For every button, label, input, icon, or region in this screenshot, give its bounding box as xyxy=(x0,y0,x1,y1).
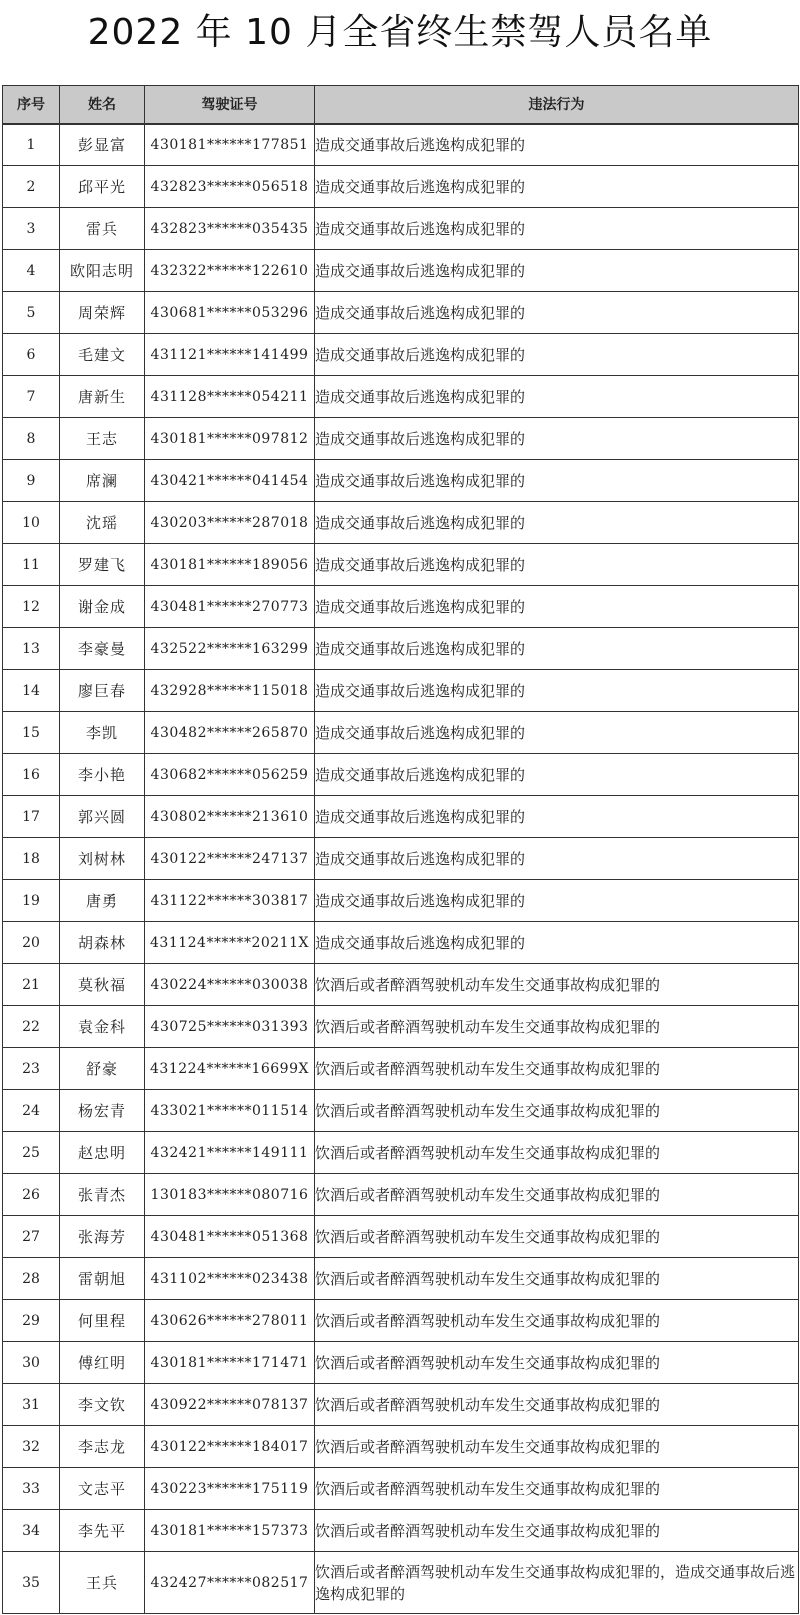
row-license: 430626******278011 xyxy=(145,1300,315,1342)
row-violation: 造成交通事故后逃逸构成犯罪的 xyxy=(315,460,799,502)
row-violation: 饮酒后或者醉酒驾驶机动车发生交通事故构成犯罪的 xyxy=(315,1300,799,1342)
row-index: 28 xyxy=(3,1258,60,1300)
table-row xyxy=(3,460,799,502)
row-name: 何里程 xyxy=(60,1300,145,1342)
row-index: 29 xyxy=(3,1300,60,1342)
row-name: 李文钦 xyxy=(60,1384,145,1426)
row-name: 雷兵 xyxy=(60,208,145,250)
row-index: 16 xyxy=(3,754,60,796)
row-violation: 造成交通事故后逃逸构成犯罪的 xyxy=(315,712,799,754)
row-name: 胡森林 xyxy=(60,922,145,964)
row-index: 34 xyxy=(3,1510,60,1552)
row-name: 张海芳 xyxy=(60,1216,145,1258)
row-violation: 造成交通事故后逃逸构成犯罪的 xyxy=(315,376,799,418)
row-name: 唐勇 xyxy=(60,880,145,922)
row-name: 罗建飞 xyxy=(60,544,145,586)
row-index: 12 xyxy=(3,586,60,628)
row-license: 430181******157373 xyxy=(145,1510,315,1552)
table-body xyxy=(3,124,799,1614)
table-row xyxy=(3,670,799,712)
row-license: 430681******053296 xyxy=(145,292,315,334)
row-license: 431124******20211X xyxy=(145,922,315,964)
row-violation: 造成交通事故后逃逸构成犯罪的 xyxy=(315,838,799,880)
row-violation: 造成交通事故后逃逸构成犯罪的 xyxy=(315,292,799,334)
row-license: 430481******270773 xyxy=(145,586,315,628)
table-row xyxy=(3,1132,799,1174)
row-violation: 造成交通事故后逃逸构成犯罪的 xyxy=(315,754,799,796)
table-row xyxy=(3,376,799,418)
table-row xyxy=(3,292,799,334)
row-name: 莫秋福 xyxy=(60,964,145,1006)
table-row xyxy=(3,754,799,796)
row-name: 傅红明 xyxy=(60,1342,145,1384)
table-row xyxy=(3,1006,799,1048)
row-violation: 造成交通事故后逃逸构成犯罪的 xyxy=(315,334,799,376)
row-name: 王志 xyxy=(60,418,145,460)
row-index: 15 xyxy=(3,712,60,754)
row-license: 430725******031393 xyxy=(145,1006,315,1048)
row-license: 430682******056259 xyxy=(145,754,315,796)
header-name: 姓名 xyxy=(60,86,145,124)
row-license: 430181******171471 xyxy=(145,1342,315,1384)
row-license: 433021******011514 xyxy=(145,1090,315,1132)
row-index: 10 xyxy=(3,502,60,544)
row-violation: 造成交通事故后逃逸构成犯罪的 xyxy=(315,628,799,670)
row-violation: 饮酒后或者醉酒驾驶机动车发生交通事故构成犯罪的 xyxy=(315,1342,799,1384)
row-violation: 饮酒后或者醉酒驾驶机动车发生交通事故构成犯罪的 xyxy=(315,1468,799,1510)
row-index: 24 xyxy=(3,1090,60,1132)
row-license: 430181******189056 xyxy=(145,544,315,586)
header-violation: 违法行为 xyxy=(315,86,799,124)
row-name: 李志龙 xyxy=(60,1426,145,1468)
row-index: 17 xyxy=(3,796,60,838)
table-row xyxy=(3,1216,799,1258)
row-violation: 造成交通事故后逃逸构成犯罪的 xyxy=(315,796,799,838)
table-header-row xyxy=(3,86,799,124)
row-license: 432823******056518 xyxy=(145,166,315,208)
row-license: 432522******163299 xyxy=(145,628,315,670)
row-index: 20 xyxy=(3,922,60,964)
row-name: 袁金科 xyxy=(60,1006,145,1048)
page-title: 2022 年 10 月全省终生禁驾人员名单 xyxy=(87,12,713,53)
row-license: 431121******141499 xyxy=(145,334,315,376)
row-license: 430481******051368 xyxy=(145,1216,315,1258)
row-license: 130183******080716 xyxy=(145,1174,315,1216)
row-index: 23 xyxy=(3,1048,60,1090)
row-index: 3 xyxy=(3,208,60,250)
row-index: 32 xyxy=(3,1426,60,1468)
row-license: 430223******175119 xyxy=(145,1468,315,1510)
row-violation: 造成交通事故后逃逸构成犯罪的 xyxy=(315,922,799,964)
row-violation: 饮酒后或者醉酒驾驶机动车发生交通事故构成犯罪的 xyxy=(315,964,799,1006)
row-index: 22 xyxy=(3,1006,60,1048)
row-index: 13 xyxy=(3,628,60,670)
table-row xyxy=(3,1510,799,1552)
row-name: 舒豪 xyxy=(60,1048,145,1090)
row-index: 11 xyxy=(3,544,60,586)
row-license: 432322******122610 xyxy=(145,250,315,292)
row-index: 25 xyxy=(3,1132,60,1174)
row-name: 王兵 xyxy=(60,1552,145,1614)
row-violation: 造成交通事故后逃逸构成犯罪的 xyxy=(315,166,799,208)
row-name: 周荣辉 xyxy=(60,292,145,334)
row-index: 5 xyxy=(3,292,60,334)
header-license: 驾驶证号 xyxy=(145,86,315,124)
row-license: 430181******097812 xyxy=(145,418,315,460)
row-license: 430922******078137 xyxy=(145,1384,315,1426)
row-violation: 饮酒后或者醉酒驾驶机动车发生交通事故构成犯罪的 xyxy=(315,1048,799,1090)
table-row xyxy=(3,1468,799,1510)
row-name: 谢金成 xyxy=(60,586,145,628)
table-row xyxy=(3,544,799,586)
row-license: 431122******303817 xyxy=(145,880,315,922)
row-license: 430224******030038 xyxy=(145,964,315,1006)
row-license: 430421******041454 xyxy=(145,460,315,502)
row-name: 邱平光 xyxy=(60,166,145,208)
table-row xyxy=(3,1090,799,1132)
row-name: 李凯 xyxy=(60,712,145,754)
row-violation: 造成交通事故后逃逸构成犯罪的 xyxy=(315,670,799,712)
row-violation: 饮酒后或者醉酒驾驶机动车发生交通事故构成犯罪的 xyxy=(315,1132,799,1174)
row-violation: 造成交通事故后逃逸构成犯罪的 xyxy=(315,586,799,628)
row-violation: 造成交通事故后逃逸构成犯罪的 xyxy=(315,502,799,544)
table-row xyxy=(3,1258,799,1300)
row-name: 李小艳 xyxy=(60,754,145,796)
row-license: 430482******265870 xyxy=(145,712,315,754)
row-violation: 造成交通事故后逃逸构成犯罪的 xyxy=(315,208,799,250)
row-license: 431102******023438 xyxy=(145,1258,315,1300)
row-violation: 饮酒后或者醉酒驾驶机动车发生交通事故构成犯罪的 xyxy=(315,1174,799,1216)
row-name: 彭显富 xyxy=(60,124,145,166)
row-index: 31 xyxy=(3,1384,60,1426)
table-row xyxy=(3,1384,799,1426)
table-row xyxy=(3,1174,799,1216)
row-violation: 饮酒后或者醉酒驾驶机动车发生交通事故构成犯罪的 xyxy=(315,1426,799,1468)
header-index: 序号 xyxy=(3,86,60,124)
row-name: 欧阳志明 xyxy=(60,250,145,292)
table-row xyxy=(3,1300,799,1342)
row-name: 毛建文 xyxy=(60,334,145,376)
table-row xyxy=(3,1552,799,1614)
row-index: 6 xyxy=(3,334,60,376)
row-name: 杨宏青 xyxy=(60,1090,145,1132)
row-name: 郭兴圆 xyxy=(60,796,145,838)
table-row xyxy=(3,1048,799,1090)
table-row xyxy=(3,124,799,166)
row-violation: 造成交通事故后逃逸构成犯罪的 xyxy=(315,544,799,586)
row-index: 9 xyxy=(3,460,60,502)
row-index: 19 xyxy=(3,880,60,922)
row-index: 14 xyxy=(3,670,60,712)
table-row xyxy=(3,712,799,754)
row-name: 赵忠明 xyxy=(60,1132,145,1174)
row-violation: 饮酒后或者醉酒驾驶机动车发生交通事故构成犯罪的 xyxy=(315,1384,799,1426)
table-row xyxy=(3,838,799,880)
row-index: 1 xyxy=(3,124,60,166)
table-row xyxy=(3,208,799,250)
row-name: 文志平 xyxy=(60,1468,145,1510)
table-row xyxy=(3,334,799,376)
row-index: 30 xyxy=(3,1342,60,1384)
table-row xyxy=(3,1342,799,1384)
row-license: 432823******035435 xyxy=(145,208,315,250)
table-row xyxy=(3,628,799,670)
banned-drivers-table xyxy=(2,85,799,1614)
row-index: 7 xyxy=(3,376,60,418)
table-row xyxy=(3,166,799,208)
row-violation: 饮酒后或者醉酒驾驶机动车发生交通事故构成犯罪的 xyxy=(315,1258,799,1300)
table-row xyxy=(3,796,799,838)
row-violation: 饮酒后或者醉酒驾驶机动车发生交通事故构成犯罪的，造成交通事故后逃逸构成犯罪的 xyxy=(315,1552,799,1614)
table-row xyxy=(3,922,799,964)
row-index: 26 xyxy=(3,1174,60,1216)
row-license: 431128******054211 xyxy=(145,376,315,418)
row-name: 唐新生 xyxy=(60,376,145,418)
row-index: 27 xyxy=(3,1216,60,1258)
row-violation: 造成交通事故后逃逸构成犯罪的 xyxy=(315,250,799,292)
row-name: 沈瑶 xyxy=(60,502,145,544)
row-license: 432928******115018 xyxy=(145,670,315,712)
row-index: 4 xyxy=(3,250,60,292)
row-license: 430181******177851 xyxy=(145,124,315,166)
table-row xyxy=(3,250,799,292)
table-row xyxy=(3,586,799,628)
row-name: 李豪曼 xyxy=(60,628,145,670)
table-row xyxy=(3,418,799,460)
row-name: 雷朝旭 xyxy=(60,1258,145,1300)
row-license: 430203******287018 xyxy=(145,502,315,544)
table-row xyxy=(3,880,799,922)
row-index: 35 xyxy=(3,1552,60,1614)
row-violation: 造成交通事故后逃逸构成犯罪的 xyxy=(315,418,799,460)
row-index: 18 xyxy=(3,838,60,880)
row-license: 430122******247137 xyxy=(145,838,315,880)
row-violation: 造成交通事故后逃逸构成犯罪的 xyxy=(315,124,799,166)
row-violation: 饮酒后或者醉酒驾驶机动车发生交通事故构成犯罪的 xyxy=(315,1006,799,1048)
row-index: 2 xyxy=(3,166,60,208)
row-name: 刘树林 xyxy=(60,838,145,880)
row-violation: 饮酒后或者醉酒驾驶机动车发生交通事故构成犯罪的 xyxy=(315,1090,799,1132)
row-license: 431224******16699X xyxy=(145,1048,315,1090)
table-row xyxy=(3,502,799,544)
row-index: 21 xyxy=(3,964,60,1006)
row-index: 33 xyxy=(3,1468,60,1510)
row-violation: 造成交通事故后逃逸构成犯罪的 xyxy=(315,880,799,922)
row-name: 廖巨春 xyxy=(60,670,145,712)
row-license: 430122******184017 xyxy=(145,1426,315,1468)
row-license: 432427******082517 xyxy=(145,1552,315,1614)
row-index: 8 xyxy=(3,418,60,460)
row-license: 430802******213610 xyxy=(145,796,315,838)
row-license: 432421******149111 xyxy=(145,1132,315,1174)
row-violation: 饮酒后或者醉酒驾驶机动车发生交通事故构成犯罪的 xyxy=(315,1216,799,1258)
row-name: 席澜 xyxy=(60,460,145,502)
row-name: 张青杰 xyxy=(60,1174,145,1216)
table-row xyxy=(3,1426,799,1468)
row-name: 李先平 xyxy=(60,1510,145,1552)
row-violation: 饮酒后或者醉酒驾驶机动车发生交通事故构成犯罪的 xyxy=(315,1510,799,1552)
table-row xyxy=(3,964,799,1006)
